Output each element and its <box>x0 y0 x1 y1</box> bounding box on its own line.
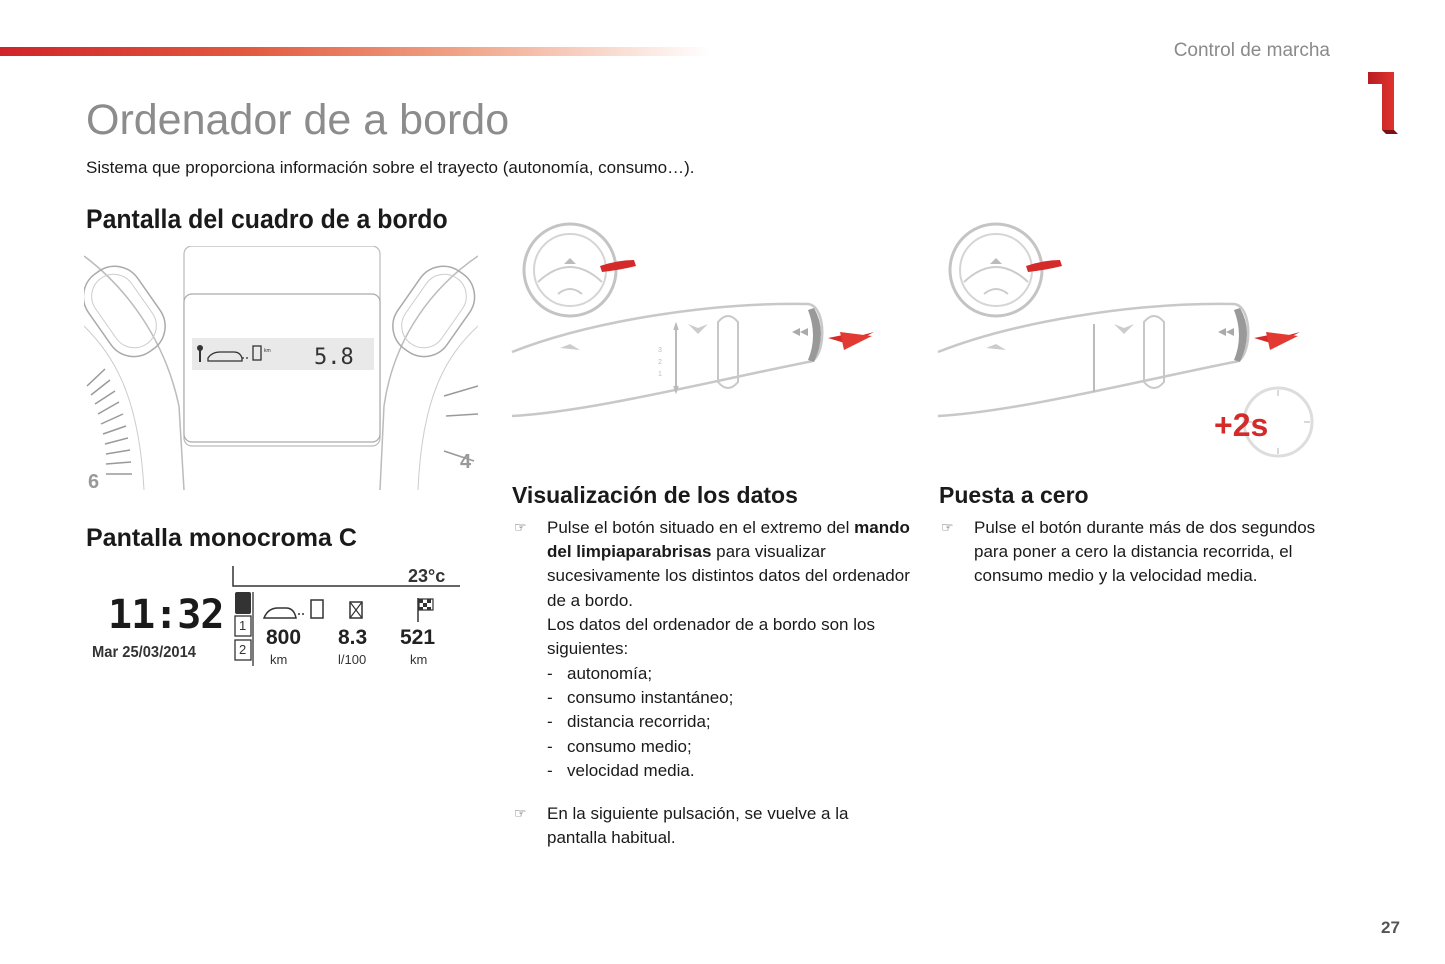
puesta-paragraph: Pulse el botón durante más de dos segundos para poner a cero la distancia recorrida, el consumo medio y la velocidad media. <box>974 518 1316 586</box>
wiper-stalk-illustration <box>508 212 908 427</box>
visualizacion-paragraph <box>547 516 912 661</box>
gauge-left-number: 6 <box>88 471 100 490</box>
reset-illustration <box>934 212 1318 462</box>
svg-text:2: 2 <box>658 359 662 366</box>
reset-badge-text: +2s <box>1214 407 1269 443</box>
mono-display-heading: Pantalla monocroma C <box>86 524 357 552</box>
section-label: Control de marcha <box>1173 40 1330 61</box>
mono-tab-1: 1 <box>239 618 247 633</box>
chapter-number <box>1362 66 1402 138</box>
data-list <box>547 662 733 783</box>
pointer-bullet-icon: ☞ <box>514 519 527 535</box>
mono-value-3: 521 <box>400 626 436 649</box>
mono-value-2: 8.3 <box>338 626 368 649</box>
gauge-right-number: 4 <box>460 451 472 473</box>
svg-text:km: km <box>264 348 271 354</box>
visualizacion-p1-before: Pulse el botón situado en el extremo del <box>547 518 855 537</box>
mono-display-illustration <box>86 564 464 674</box>
visualizacion-p1-bold: mando del limpiaparabrisas <box>547 518 910 562</box>
visualizacion-p1-line2: Los datos del ordenador de a bordo son los siguientes: <box>547 614 875 659</box>
visualizacion-paragraph-2: En la siguiente pulsación, se vuelve a la pantalla habitual. <box>547 804 849 848</box>
instrument-panel-illustration <box>84 246 478 490</box>
puesta-heading: Puesta a cero <box>939 482 1089 508</box>
page-number: 27 <box>1381 918 1400 937</box>
mono-time: 11:32 <box>108 592 224 638</box>
list-item: - consumo instantáneo; <box>547 688 734 708</box>
mono-unit-3: km <box>410 652 428 667</box>
header-accent-bar <box>0 47 710 56</box>
mono-temperature: 23°c <box>408 566 446 586</box>
list-item: - autonomía; <box>547 664 653 683</box>
mono-date: Mar 25/03/2014 <box>92 644 196 661</box>
mono-unit-2: l/100 <box>338 652 367 667</box>
visualizacion-p1-after: para visualizar sucesivamente los distintos datos del ordenador de a bordo. <box>547 542 910 610</box>
mono-tab-2: 2 <box>239 642 247 657</box>
chapter-number-text: 1 <box>1362 66 1363 67</box>
instrument-panel-heading: Pantalla del cuadro de a bordo <box>86 204 448 234</box>
pointer-bullet-icon: ☞ <box>941 519 954 535</box>
visualizacion-heading: Visualización de los datos <box>512 482 798 508</box>
page-title: Ordenador de a bordo <box>86 96 510 144</box>
mono-value-1: 800 <box>266 626 302 649</box>
list-item: - velocidad media. <box>547 760 695 780</box>
svg-text:1: 1 <box>658 371 662 378</box>
panel-display-value: 5.8 <box>314 345 354 370</box>
intro-text: Sistema que proporciona información sobre el trayecto (autonomía, consumo…). <box>86 158 695 177</box>
mono-unit-1: km <box>270 652 288 667</box>
list-item: - consumo medio; <box>547 736 692 756</box>
pointer-bullet-icon: ☞ <box>514 805 527 821</box>
svg-text:3: 3 <box>658 347 662 354</box>
list-item: - distancia recorrida; <box>547 712 711 732</box>
